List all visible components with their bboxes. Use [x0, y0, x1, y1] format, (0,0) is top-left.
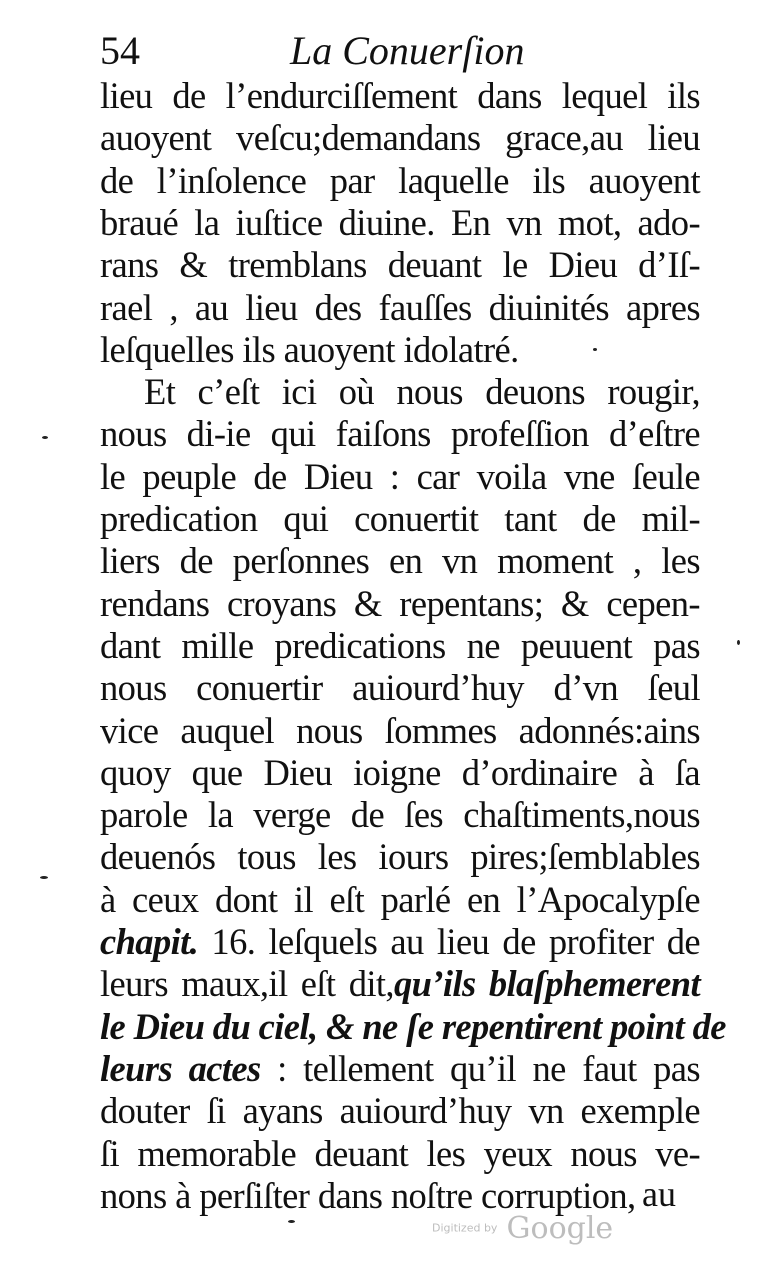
- line-text: 16. leſquels au lieu de profiter de: [198, 921, 700, 962]
- line-text: rendans croyans & repentans; & cepen-: [100, 582, 700, 624]
- text-line: [100, 243, 700, 287]
- italic-text: chapit.: [100, 921, 199, 962]
- running-head: La Conuerſion: [290, 28, 525, 73]
- ink-speck: [593, 348, 597, 351]
- text-line: [100, 666, 700, 710]
- line-text: leurs maux,il eſt dit,: [100, 963, 394, 1005]
- text-line: [100, 751, 700, 795]
- page-number: 54: [100, 28, 140, 73]
- line-text: predication qui conuertit tant de mil-: [100, 498, 700, 539]
- line-text: ſi memorable deuant les yeux nous ve-: [100, 1132, 700, 1174]
- line-text: parole la verge de ſes chaſtiments,nous: [100, 794, 700, 836]
- line-text: nons à perſiſter dans noſtre corruption,: [100, 1174, 636, 1216]
- text-line: [100, 1005, 726, 1049]
- text-line: [100, 835, 700, 879]
- text-line: [100, 539, 700, 583]
- line-text: lieu de l’endurciſſement dans lequel ils: [100, 75, 700, 116]
- text-line: [100, 201, 700, 245]
- line-text: leſquelles ils auoyent idolatré.: [100, 328, 519, 370]
- watermark-prefix: Digitized by: [432, 1221, 498, 1235]
- text-line: [100, 920, 700, 964]
- line-text: dant mille predications ne peuuent pas: [100, 624, 700, 666]
- line-text: nous conuertir auiourd’huy d’vn ſeul: [100, 667, 700, 709]
- italic-text: leurs actes: [100, 1047, 261, 1089]
- italic-text: qu’ils blaſphemerent: [393, 963, 700, 1005]
- line-text: quoy que Dieu ioigne d’ordinaire à ſa: [100, 751, 700, 793]
- italic-text: le Dieu du ciel, & ne ſe repentirent point de: [100, 1005, 726, 1047]
- line-text: nous di-ie qui faiſons profeſſion d’eſtre: [100, 413, 700, 455]
- line-text: vice auquel nous ſommes adonnés:ains: [100, 709, 700, 751]
- line-text: le peuple de Dieu : car voila vne ſeule: [100, 455, 700, 497]
- line-text: braué la iuſtice diuine. En vn mot, ado-: [100, 201, 700, 243]
- text-line: [100, 1132, 700, 1176]
- ink-speck: [42, 436, 48, 439]
- ink-speck: [737, 640, 740, 645]
- text-line: [100, 793, 700, 837]
- line-text: Et c’eſt ici où nous deuons rougir,: [144, 371, 700, 413]
- line-text: auoyent veſcu;demandans grace,au lieu: [100, 117, 700, 159]
- catchword: au: [642, 1174, 676, 1214]
- page-header: [100, 26, 700, 76]
- line-text: à ceux dont il eſt parlé en l’Apocalypſe: [100, 878, 700, 920]
- line-text: liers de perſonnes en vn moment , les: [100, 540, 700, 582]
- text-line: [100, 624, 700, 668]
- text-line: [100, 286, 700, 330]
- text-line: [100, 878, 700, 922]
- text-line: [100, 1047, 700, 1091]
- text-line: [100, 497, 700, 541]
- text-line: [100, 116, 700, 160]
- line-text: rans & tremblans deuant le Dieu d’Iſ-: [100, 244, 700, 286]
- line-text: douter ſi ayans auiourd’huy vn exemple: [100, 1090, 700, 1132]
- line-text: deuenós tous les iours pires;ſemblables: [100, 836, 700, 878]
- ink-speck: [288, 1220, 295, 1223]
- digitized-watermark: [432, 1208, 613, 1248]
- text-line: [100, 74, 700, 118]
- google-logo: Google: [506, 1210, 614, 1246]
- text-line: [100, 962, 700, 1006]
- line-text: de l’inſolence par laquelle ils auoyent: [100, 159, 700, 201]
- text-line: [100, 1089, 700, 1133]
- text-line: [100, 582, 700, 626]
- text-line: [100, 412, 700, 456]
- line-text: : tellement qu’il ne faut pas: [260, 1047, 700, 1089]
- text-line: [100, 159, 700, 203]
- text-line: [100, 455, 700, 499]
- line-text: rael , au lieu des fauſſes diuinités apres: [100, 286, 700, 328]
- text-line: [100, 709, 700, 753]
- text-line: [100, 328, 700, 372]
- ink-speck: [40, 876, 48, 879]
- text-line: [144, 370, 700, 414]
